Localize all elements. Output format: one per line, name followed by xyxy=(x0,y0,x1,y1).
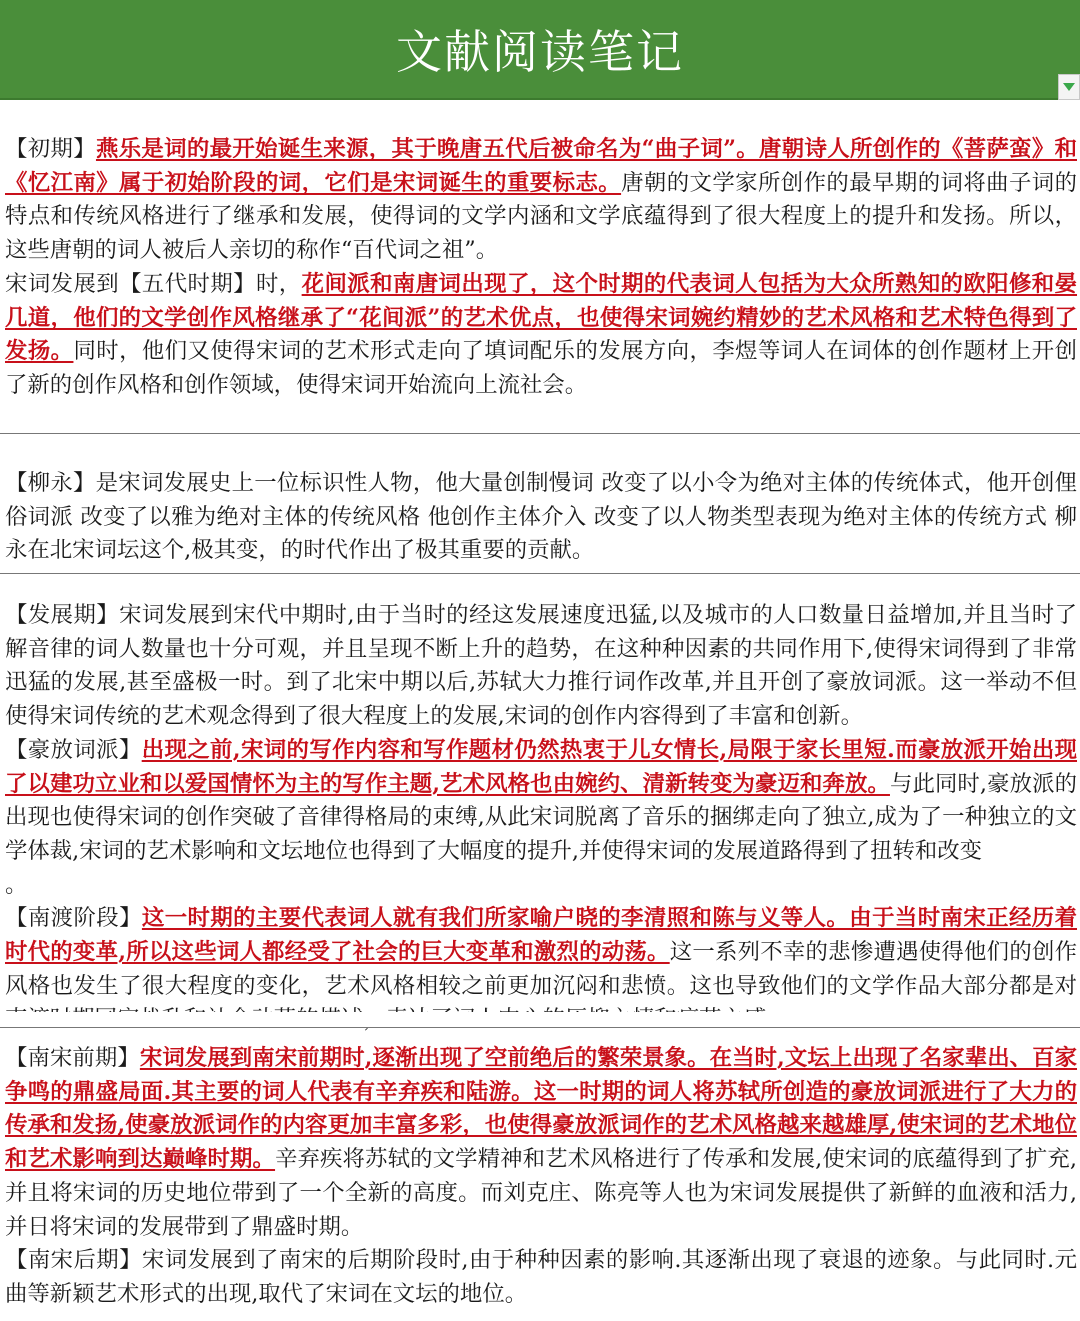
section-divider xyxy=(0,573,1080,574)
tag-early-southern-song: 【南宋前期】 xyxy=(5,1045,140,1071)
highlight-text: 花间派和南唐词出现了，这个时期的代表词人包括为大众所熟知的欧阳修和晏几道，他们的文学创作风格继承了“花间派”的艺术优点，也使得宋词婉约精妙的艺术风格和艺术特色得到了发扬。 xyxy=(5,270,1078,365)
highlight-text: 宋词发展到南宋前期时,逐渐出现了空前绝后的繁荣景象。在当时,文坛上出现了名家辈出、百家争鸣的鼎盛局面.其主要的词人代表有辛弃疾和陆游。这一时期的词人将苏轼所创造的豪放词派进行了大力的传承和发扬,使豪放派词作的内容更加丰富多彩，也使得豪放派词作的艺术风格越来越雄厚,使宋词的艺术地位和艺术影响到达巅峰时期。 xyxy=(5,1045,1078,1173)
triangle-down-icon xyxy=(1063,83,1075,91)
body-text: 辛弃疾将苏轼的文学精神和艺术风格进行了传承和发展,使宋词的底蕴得到了扩充,并且将宋词的历史地位带到了一个全新的高度。而刘克庄、陈亮等人也为宋词发展提供了新鲜的血液和活力,并日将宋词的发展带到了鼎盛时期。 xyxy=(5,1146,1078,1240)
body-text: 宋词发展到【五代时期】时， xyxy=(5,270,302,297)
paragraph-five-dynasties xyxy=(5,268,1077,403)
note-section-development xyxy=(5,599,1077,1037)
tag-early-period: 【初期】 xyxy=(5,136,96,162)
paragraph-early-southern-song xyxy=(5,1042,1077,1244)
tag-haofang-school: 【豪放词派】 xyxy=(5,736,142,763)
body-text: 唐朝的文学家所创作的最早期的词将曲子词的特点和传统风格进行了继承和发展，使得词的文学内涵和文学底蕴得到了很大程度上的提升和发扬。所以，这些唐朝的词人被后人亲切的称作“百代词之祖”。 xyxy=(5,169,1078,264)
paragraph-early-period xyxy=(5,133,1077,268)
tag-southern-crossing: 【南渡阶段】 xyxy=(5,905,142,932)
section-divider xyxy=(0,433,1080,434)
paragraph-haofang-school xyxy=(5,734,1077,869)
section-divider xyxy=(0,1027,1080,1028)
highlight-text: 这一时期的主要代表词人就有我们所家喻户晓的李清照和陈与义等人。由于当时南宋正经历着时代的变革,所以这些词人都经受了社会的巨大变革和激烈的动荡。 xyxy=(5,905,1078,966)
highlight-text: 出现之前,宋词的写作内容和写作题材仍然热衷于儿女情长,局限于家长里短.而豪放派开始出现了以建功立业和以爱国情怀为主的写作主题,艺术风格也由婉约、清新转变为豪迈和奔放。 xyxy=(5,736,1078,797)
body-text: 这一系列不幸的悲惨遭遇使得他们的创作风格也发生了很大程度的变化，艺术风格相较之前更加沉闷和悲愤。这也导致他们的文学作品大部分都是对 xyxy=(5,939,1078,999)
page-header xyxy=(0,0,1080,100)
paragraph-late-southern-song: 【南宋后期】宋词发展到了南宋的后期阶段时,由于种种因素的影响.其逐渐出现了衰退的迹象。与此同时.元曲等新颖艺术形式的出现,取代了宋词在文坛的地位。 xyxy=(5,1247,1077,1307)
paragraph-liu-yong: 【柳永】是宋词发展史上一位标识性人物，他大量创制慢词 改变了以小令为绝对主体的传统体式，他开创俚俗词派 改变了以雅为绝对主体的传统风格 他创作主体介入 改变了以人物类型表现为绝对主体的传统方式 柳永在北宋词坛这个,极其变，的时代作出了极其重要的贡献。 xyxy=(5,470,1077,564)
paragraph-development-period: 【发展期】宋词发展到宋代中期时,由于当时的经这发展速度迅猛,以及城市的人口数量日益增加,并且当时了解音律的词人数量也十分可观，并且呈现不断上升的趋势，在这种种因素的共同作用下,使得宋词得到了非常迅猛的发展,甚至盛极一时。到了北宋中期以后,苏轼大力推行词作改革,并且开创了豪放词派。这一举动不但使得宋词传统的艺术观念得到了很大程度上的发展,宋词的创作内容得到了丰富和创新。 xyxy=(5,602,1077,730)
body-text: 同时，他们又使得宋词的艺术形式走向了填词配乐的发展方向，李煜等词人在词体的创作题材上开创了新的创作风格和创作领域，使得宋词开始流向上流社会。 xyxy=(5,338,1077,398)
note-section-southern-song xyxy=(5,1042,1077,1312)
note-section-liu-yong xyxy=(5,467,1077,568)
body-text: 与此同时,豪放派的出现也使得宋词的创作突破了音律得格局的束缚,从此宋词脱离了音乐的捆绑走向了独立,成为了一种独立的文学体裁,宋词的艺术影响和文坛地位也得到了大幅度的提升,并使得宋词的发展道路得到了扭转和改变 xyxy=(5,770,1077,864)
clip-mask xyxy=(0,1012,1080,1028)
page-title: 文献阅读笔记 xyxy=(396,25,684,79)
paragraph-end-mark: 。 xyxy=(5,871,28,898)
note-section-early xyxy=(5,133,1077,403)
dropdown-button[interactable] xyxy=(1058,74,1080,100)
highlight-text: 燕乐是词的最开始诞生来源，其于晚唐五代后被命名为“曲子词”。唐朝诗人所创作的《菩萨蛮》和《忆江南》属于初始阶段的词，它们是宋词诞生的重要标志。 xyxy=(5,136,1077,196)
